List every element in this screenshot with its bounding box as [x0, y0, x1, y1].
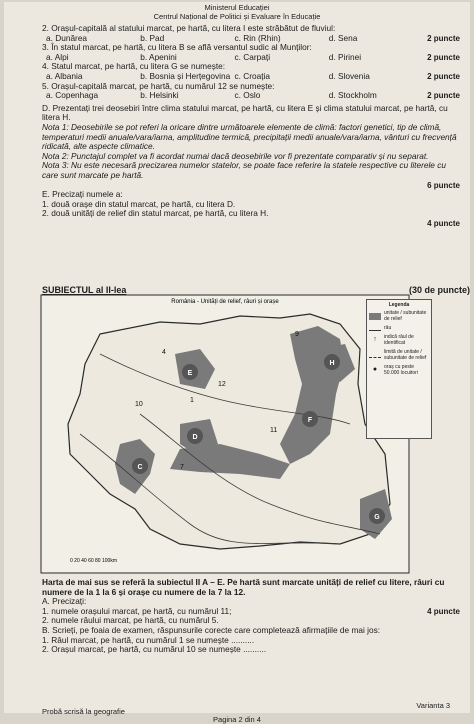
exam-page — [4, 2, 470, 724]
river-label-4: 4 — [162, 349, 166, 356]
relief-label-e: E — [187, 370, 193, 377]
section-a-item-1: 1. numele orașului marcat, pe hartă, cu numărul 11; — [42, 605, 232, 616]
legend-item-arrow: ↑ indică râul de identificat — [369, 334, 429, 346]
note-2: Nota 2: Punctajul complet va fi acordat numai dacă deosebirile vor fi prezentate comparativ și nu separat. — [42, 150, 429, 161]
subject-2-title: SUBIECTUL al II-lea — [42, 285, 127, 295]
section-e-text: E. Precizați numele a: — [42, 189, 123, 200]
section-d-text: D. Prezentați trei deosebiri între clima statului marcat, pe hartă, cu litera E și clima statului marcat, pe hartă, cu litera H. — [42, 102, 448, 123]
legend-relief-swatch-icon — [369, 313, 381, 320]
section-e-points: 4 puncte — [427, 218, 460, 228]
legend-arrow-icon: ↑ — [373, 335, 377, 343]
question-5-options: a. Copenhaga b. Helsinki c. Oslo d. Stockholm — [46, 90, 377, 101]
map-intro-text: Harta de mai sus se referă la subiectul II A – E. Pe hartă sunt marcate unități de relief cu litere, râuri cu numere de la 1 la 6 și orașe cu numere de la 7 la 12. — [42, 577, 445, 597]
map-title: România - Unități de relief, râuri și orașe — [171, 299, 279, 305]
city-label-7: 7 — [180, 464, 184, 471]
relief-label-d: D — [192, 434, 198, 441]
page-header — [4, 2, 470, 21]
question-2-points: 2 puncte — [427, 33, 460, 43]
city-label-10: 10 — [135, 401, 143, 408]
question-5-points: 2 puncte — [427, 91, 460, 101]
question-4-points: 2 puncte — [427, 71, 460, 81]
romania-map — [40, 294, 410, 574]
relief-label-c: C — [137, 464, 143, 471]
question-3: 3. În statul marcat, pe hartă, cu litera B se află versantul sudic al Munților: — [42, 42, 312, 53]
subject-2-points: (30 de puncte) — [408, 285, 470, 295]
question-5: 5. Orașul-capitală marcat, pe hartă, cu numărul 12 se numește: — [42, 80, 275, 91]
section-b-item-1: 1. Râul marcat, pe hartă, cu numărul 1 se numește .......... — [42, 634, 255, 645]
river-label-1: 1 — [190, 397, 194, 404]
river-label-9: 9 — [295, 331, 299, 338]
questions-block — [42, 24, 460, 228]
footer-variant: Varianta 3 — [416, 701, 450, 710]
question-4: 4. Statul marcat, pe hartă, cu litera G se numește: — [42, 61, 226, 72]
legend-river-swatch-icon — [369, 326, 381, 331]
legend-item-limit: limită de unitate / subunitate de relief — [369, 349, 429, 361]
question-2-options: a. Dunărea b. Pad c. Rin (Rhin) d. Sena — [46, 32, 358, 43]
city-label-12: 12 — [218, 381, 226, 388]
legend-title: Legenda — [388, 302, 410, 308]
section-e-item-1: 1. două orașe din statul marcat, pe hartă, cu litera D. — [42, 198, 236, 209]
legend-item-relief: unitate / subunitate de relief — [369, 310, 429, 322]
legend-city-dot-icon: ● — [372, 365, 378, 373]
section-e-item-2: 2. două unități de relief din statul marcat, pe hartă, cu litera H. — [42, 208, 269, 219]
center-name: Centrul Național de Politici și Evaluare în Educație — [153, 11, 321, 21]
relief-label-h: H — [329, 360, 335, 367]
footer-page-number: Pagina 2 din 4 — [213, 715, 261, 724]
question-2: 2. Orașul-capitală al statului marcat, pe hartă, cu litera I este străbătut de fluviul: — [42, 23, 336, 33]
question-4-options: a. Albania b. Bosnia și Herțegovina c. Croația d. Slovenia — [46, 70, 370, 81]
section-a-points: 4 puncte — [427, 606, 460, 616]
note-3: Nota 3: Nu este necesară precizarea numelor statelor, se poate face referire la statele respective cu literele cu care sunt marcate pe hartă. — [42, 160, 446, 180]
legend-item-river: râu — [369, 325, 429, 331]
legend-item-city: ● oraș cu peste 50.000 locuitori — [369, 364, 429, 376]
section-b-label: B. Scrieți, pe foaia de examen, răspunsurile corecte care completează afirmațiile de mai jos: — [42, 624, 381, 635]
section-b-item-2: 2. Orașul marcat, pe hartă, cu numărul 10 se numește .......... — [42, 644, 267, 655]
section-d-points: 6 puncte — [427, 180, 460, 190]
city-label-11: 11 — [270, 427, 278, 434]
legend-limit-swatch-icon — [369, 353, 381, 358]
question-3-options: a. Alpi b. Apenini c. Carpați d. Pirinei — [46, 51, 362, 62]
note-1: Nota 1: Deosebirile se pot referi la oricare dintre următoarele elemente de climă: factori genetici, tip de climă, temperaturi medii anuale/vara/iarna, amplitudine termică, precipitații medii anuale/vara/iarna, vânturi cu frecvență ridicată, alte aspecte climatice. — [42, 121, 457, 152]
question-3-points: 2 puncte — [427, 52, 460, 62]
map-legend — [366, 299, 432, 439]
section-a-item-2: 2. numele râului marcat, pe hartă, cu numărul 5. — [42, 615, 219, 626]
ministry-name: Ministerul Educației — [204, 3, 270, 12]
relief-label-f: F — [307, 417, 313, 424]
subject-2-questions — [42, 578, 460, 655]
map-scale: 0 20 40 60 80 100km — [70, 558, 117, 564]
section-a-label: A. Precizați: — [42, 596, 87, 607]
relief-label-g: G — [374, 514, 380, 521]
footer-exam-name: Probă scrisă la geografie — [42, 707, 125, 716]
